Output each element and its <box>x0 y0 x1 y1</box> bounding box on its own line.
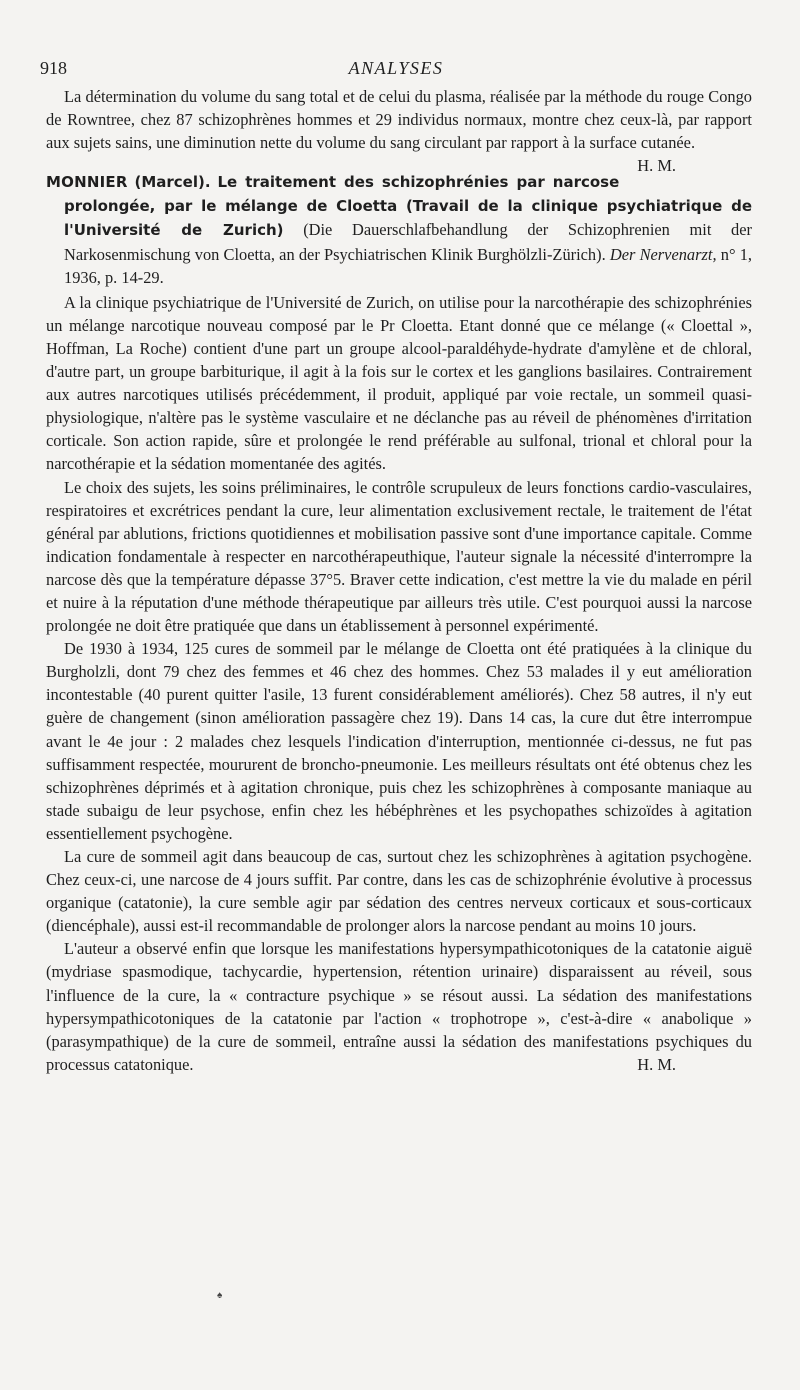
body-signature: H. M. <box>637 1054 676 1074</box>
entry-citation: n° 1, 1936, p. 14-29. <box>64 244 753 287</box>
bibliographic-entry <box>46 170 752 288</box>
page-header <box>40 54 752 82</box>
entry-journal: Der Nervenarzt, <box>609 244 717 264</box>
intro-paragraph <box>46 85 752 176</box>
intro-signature: H. M. <box>637 156 676 176</box>
intro-text: La détermination du volume du sang total et de celui du plasma, réalisée par la méthode du rouge Congo de Rowntree, chez 87 schizophrènes hommes et 29 individus normaux, montre chez ceux-là, par rapport aux sujets sains, une diminution nette du volume du sang circulant par rapport à la surface cutanée. <box>46 87 752 153</box>
text-column <box>46 85 752 1076</box>
entry-author: MONNIER <box>46 173 128 192</box>
body-paragraph-5 <box>46 937 752 1076</box>
entry-author-given: (Marcel). <box>134 173 211 192</box>
body-paragraph-3: De 1930 à 1934, 125 cures de sommeil par le mélange de Cloetta ont été pratiquées à la clinique du Burgholzli, dont 79 chez des femmes et 46 chez des hommes. Chez 53 malades il y eut amélioration incontestable (40 purent quitter l'asile, 13 furent considérablement améliorés). Chez 58 autres, il n'y eut guère de changement (sinon amélioration passagère chez 19). Dans 14 cas, la cure dut être interrompue avant le 4e jour : 2 malades chez lesquels l'indication d'interruption, mentionnée ci-dessus, ne fut pas suffisamment respectée, moururent de broncho-pneumonie. Les meilleurs résultats ont été obtenus chez les schizophrènes déprimés et à agitation chronique, puis chez les schizophrènes à composante maniaque au stade subaigu de leur psychose, enfin chez les hébéphrènes et les psychopathes schizoïdes à agitation essentiellement psychogène. <box>46 639 752 843</box>
entry-translation: (Die Dauerschlafbehandlung der Schizophrenien mit der Narkosenmischung von Cloetta, an der Psychiatrischen Klinik Burghölzli-Zürich). <box>64 220 752 264</box>
entry-title: Le traitement des schizophrénies par narcose prolongée, par le mélange de Cloetta (Travail de la clinique psychiatrique de l'Université de Zurich) <box>64 173 752 240</box>
body-paragraph-1: A la clinique psychiatrique de l'Université de Zurich, on utilise pour la narcothérapie des schizophrénies un mélange narcotique nouveau composé par le Pr Cloetta. Etant donné que ce mélange (« Cloettal », Hoffman, La Roche) contient d'une part un groupe alcool-paraldéhyde-hydrate d'amylène et de chloral, d'autre part, un groupe barbiturique, il agit à la fois sur le cortex et les ganglions basilaires. Contrairement aux autres narcotiques utilisés précédemment, il produit, appliqué par voie rectale, un sommeil quasi-physiologique, n'altère pas le système vasculaire et ne déclanche pas au réveil de phénomènes d'irritation corticale. Son action rapide, sûre et prolongée le rend préférable au sulfonal, trional et chloral pour la narcothérapie et la sédation momentanée des agités. <box>46 292 752 474</box>
body-paragraph-4: La cure de sommeil agit dans beaucoup de cas, surtout chez les schizophrènes à agitation psychogène. Chez ceux-ci, une narcose de 4 jours suffit. Par contre, dans les cas de schizophrénie évolutive à processus organique (catatonie), la cure semble agir par sédation des centres nerveux corticaux et sous-corticaux (diencéphale), aussi est-il recommandable de prolonger alors la narcose pendant au moins 10 jours. <box>46 847 752 936</box>
body-paragraph-2: Le choix des sujets, les soins préliminaires, le contrôle scrupuleux de leurs fonctions cardio-vasculaires, respiratoires et excrétrices pendant la cure, leur alimentation exclusivement rectale, le traitement de l'état général par ablutions, frictions quotidiennes et mobilisation passive sont d'une importance capitale. Comme indication fondamentale à respecter en narcothérapeuthique, l'auteur signale la nécessité d'interrompre la narcose dès que la température dépasse 37°5. Braver cette indication, c'est mettre la vie du malade en péril et nuire à la réputation d'une méthode thérapeutique par ailleurs très utile. C'est pourquoi aussi la narcose prolongée ne doit être pratiquée que dans un établissement à personnel expérimenté. <box>46 477 752 636</box>
page-number: 918 <box>40 58 67 78</box>
footer-mark: ♠ <box>217 1290 223 1301</box>
body-paragraph-5-text: L'auteur a observé enfin que lorsque les manifestations hypersympathicotoniques de la catatonie aiguë (mydriase spasmodique, tachycardie, hypertension, rétention urinaire) disparaissent au réveil, sous l'influence de la cure, la « contracture psychique » se résout aussi. La sédation des manifestations hypersympathicotoniques de la catatonie par l'action « trophotrope », c'est-à-dire « anabolique » (parasympathique) de la cure de sommeil, entraîne aussi la sédation des manifestations psychiques du processus catatonique. <box>46 939 752 1074</box>
running-title: ANALYSES <box>348 58 444 78</box>
